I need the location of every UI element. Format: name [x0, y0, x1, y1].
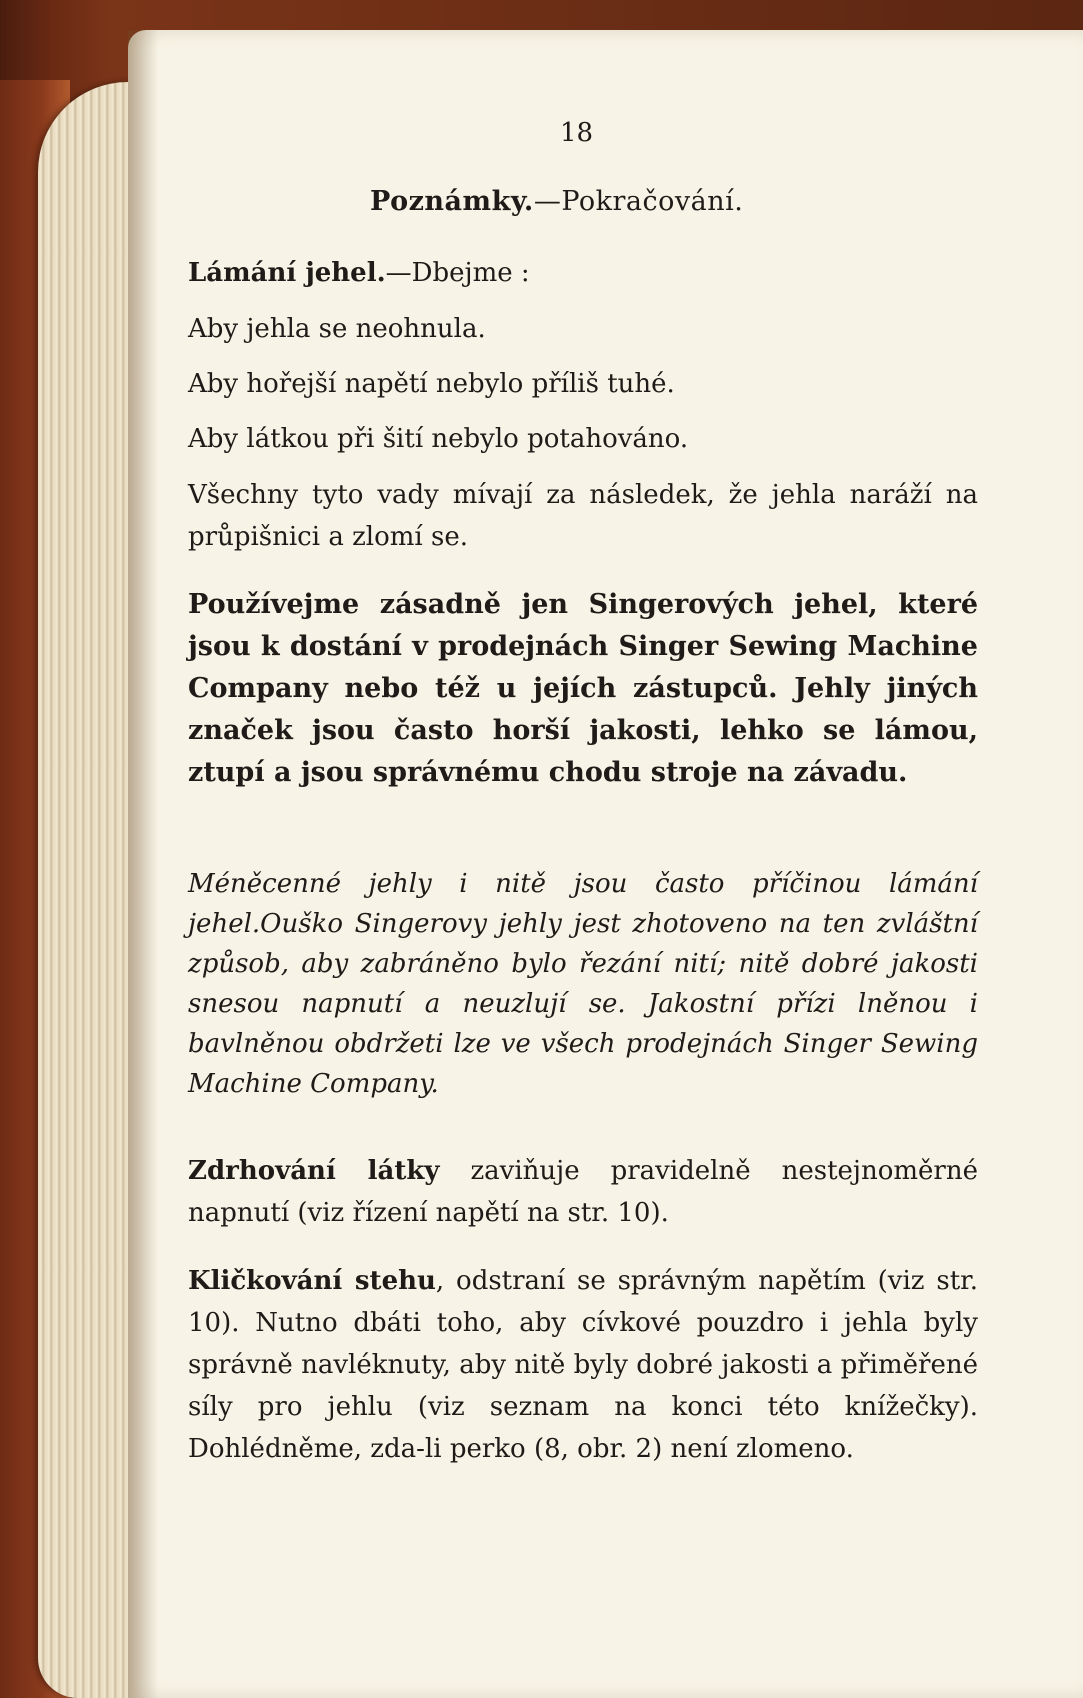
recommendation-paragraph: Používejme zásadně jen Singerových jehel, které jsou k dostání v prodejnách Singer Sewing Machine Company nebo též u jejích zástupců. Jehly jiných značek jsou často horší jakosti, lehko se lámou, ztupí a jsou správnému chodu stroje na závadu.	[188, 589, 978, 788]
needle-breaking-label: Lámání jehel.	[188, 258, 386, 288]
needle-breaking-intro: —Dbejme :	[385, 258, 530, 288]
looping-text: , odstraní se správným napětím (viz str. 10). Nutno dbáti toho, aby cívkové pouzdro i jehla byly správně navléknuty, aby nitě byly dobré jakosti a přiměřené síly pro jehlu (viz seznam na konci této knížečky). Dohlédněme, zda-li perko (8, obr. 2) není zlomeno.	[188, 1266, 978, 1464]
puckering-title: Zdrhování látky	[188, 1156, 440, 1186]
looping-paragraph	[188, 1260, 978, 1470]
heading-bold: Poznámky.	[370, 186, 534, 217]
puckering-paragraph	[188, 1150, 978, 1234]
looping-title: Kličkování stehu	[188, 1266, 436, 1296]
heading-rest: —Pokračování.	[533, 186, 744, 217]
spine-shadow	[128, 30, 158, 1698]
needle-item-2: Aby hořejší napětí nebylo příliš tuhé.	[188, 369, 675, 399]
needle-item-1: Aby jehla se neohnula.	[188, 314, 486, 344]
page-heading	[370, 186, 743, 217]
italic-note-paragraph: Méněcenné jehly i nitě jsou často příčinou lámání jehel.Ouško Singerovy jehly jest zhotoveno na ten zvláštní způsob, aby zabráněno bylo řezání nití; nitě dobré jakosti snesou napnutí a neuzlují se. Jakostní přízi lněnou i bavlněnou obdržeti lze ve všech prodejnách Singer Sewing Machine Company.	[188, 869, 978, 1099]
puckering-text: zaviňuje pravidelně nestejnoměrné napnutí (viz řízení napětí na str. 10).	[188, 1156, 978, 1228]
needle-breaking-title	[188, 250, 978, 296]
page-number: 18	[560, 118, 594, 148]
needle-consequence: Všechny tyto vady mívají za následek, že jehla naráží na průpišnici a zlomí se.	[188, 480, 978, 552]
needle-item-3: Aby látkou při šití nebylo potahováno.	[188, 424, 689, 454]
